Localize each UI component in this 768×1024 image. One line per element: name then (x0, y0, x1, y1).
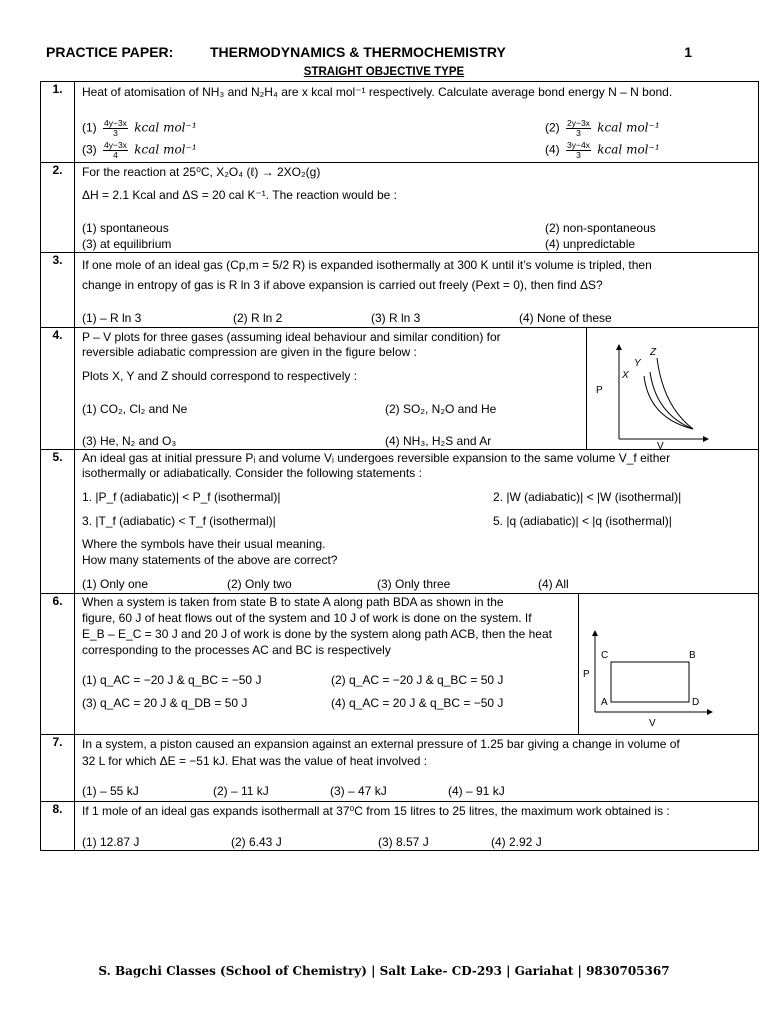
y-axis-label: P (583, 669, 590, 680)
option: (4) All (538, 577, 569, 591)
corner-label: A (601, 697, 608, 708)
option: (3) – 47 kJ (330, 784, 387, 798)
question-row (41, 163, 759, 253)
corner-label: C (601, 650, 609, 661)
option: (1) CO₂, Cl₂ and Ne (82, 402, 188, 416)
question-number: 3. (41, 253, 75, 328)
question-text: 32 L for which ΔE = −51 kJ. Ehat was the value of heat involved : (82, 754, 428, 768)
question-body (75, 735, 759, 802)
curve-label: Y (634, 358, 641, 369)
option: (2) non-spontaneous (545, 221, 656, 235)
option: (2) SO₂, N₂O and He (385, 402, 497, 416)
question-number: 1. (41, 82, 75, 163)
option: (1) q_AC = −20 J & q_BC = −50 J (82, 673, 262, 687)
question-row (41, 450, 759, 594)
question-body (75, 450, 759, 594)
pv-figure (578, 594, 761, 734)
option: (2) 6.43 J (231, 835, 282, 849)
question-number: 2. (41, 163, 75, 253)
question-text: For the reaction at 25⁰C, X₂O₄ (ℓ) → 2XO₂(g) (82, 165, 321, 179)
fraction: $\frac{4y-3x}{3}$ (104, 118, 127, 138)
option: (3) He, N₂ and O₃ (82, 434, 177, 448)
option: (2) R ln 2 (233, 311, 283, 325)
option: (3) 8.57 J (378, 835, 429, 849)
question-text: figure, 60 J of heat flows out of the system and 10 J of work is done on the system. If (82, 611, 532, 625)
statement: 2. |W (adiabatic)| < |W (isothermal)| (493, 490, 682, 504)
fraction: $\frac{4y-3x}{4}$ (104, 140, 127, 160)
question-body (75, 163, 759, 253)
question-text: In a system, a piston caused an expansion against an external pressure of 1.25 bar giving a change in volume of (82, 737, 680, 751)
option: (3) Only three (377, 577, 451, 591)
x-axis-label: V (649, 718, 656, 729)
question-text: Where the symbols have their usual meaning. (82, 537, 326, 551)
fraction: $\frac{3y-4x}{3}$ (567, 140, 590, 160)
corner-label: B (689, 650, 696, 661)
question-row (41, 253, 759, 328)
question-text: reversible adiabatic compression are given in the figure below : (82, 345, 417, 359)
adiabatic-plot (587, 328, 761, 449)
option: (2) q_AC = −20 J & q_BC = 50 J (331, 673, 504, 687)
question-number: 5. (41, 450, 75, 594)
question-text: When a system is taken from state B to state A along path BDA as shown in the (82, 595, 504, 609)
questions-table (40, 81, 759, 851)
question-text: How many statements of the above are correct? (82, 553, 338, 567)
question-row (41, 82, 759, 163)
section-heading (0, 66, 768, 78)
question-row (41, 594, 759, 735)
question-text: If 1 mole of an ideal gas expands isothermall at 37⁰C from 15 litres to 25 litres, the maximum work obtained is : (82, 804, 670, 818)
header-label: PRACTICE PAPER: (46, 44, 174, 60)
page-footer: S. Bagchi Classes (School of Chemistry) | Salt Lake- CD-293 | Gariahat | 9830705367 (98, 964, 670, 978)
option: (3) q_AC = 20 J & q_DB = 50 J (82, 696, 248, 710)
question-row (41, 735, 759, 802)
corner-label: D (692, 697, 700, 708)
option: (2) – 11 kJ (213, 784, 269, 798)
option: (3) R ln 3 (371, 311, 421, 325)
question-number: 7. (41, 735, 75, 802)
option: (3) $\frac{4y-3x}{4}$ kcal mol⁻¹ (82, 140, 197, 160)
question-text: If one mole of an ideal gas (Cp,m = 5/2 R) is expanded isothermally at 300 K until it’s volume is tripled, then (82, 258, 652, 272)
statement: 1. |P_f (adiabatic)| < P_f (isothermal)| (82, 490, 281, 504)
pv-figure (586, 328, 761, 449)
y-axis-label: P (596, 385, 603, 396)
option: (2) $\frac{2y-3x}{3}$ kcal mol⁻¹ (545, 118, 660, 138)
option: (1) Only one (82, 577, 149, 591)
question-body (75, 594, 759, 735)
option: (3) at equilibrium (82, 237, 172, 251)
fraction: $\frac{2y-3x}{3}$ (567, 118, 590, 138)
option: (4) 2.92 J (491, 835, 542, 849)
question-body (75, 253, 759, 328)
statement: 3. |T_f (adiabatic) < T_f (isothermal)| (82, 514, 276, 528)
option: (4) NH₃, H₂S and Ar (385, 434, 492, 448)
section-title: STRAIGHT OBJECTIVE TYPE (303, 66, 465, 78)
question-row (41, 328, 759, 450)
question-text: corresponding to the processes AC and BC is respectively (82, 643, 391, 657)
option: (1) $\frac{4y-3x}{3}$ kcal mol⁻¹ (82, 118, 197, 138)
question-body (75, 802, 759, 851)
question-number: 4. (41, 328, 75, 450)
question-text: An ideal gas at initial pressure Pᵢ and volume Vᵢ undergoes reversible expansion to the same volume V_f either (82, 451, 671, 465)
question-body (75, 82, 759, 163)
option: (2) Only two (227, 577, 292, 591)
cycle-diagram (579, 594, 761, 734)
curve-label: Z (650, 347, 657, 358)
curve-label: X (622, 370, 629, 381)
question-text: Plots X, Y and Z should correspond to respectively : (82, 369, 358, 383)
option: (1) spontaneous (82, 221, 169, 235)
option: (4) None of these (519, 311, 612, 325)
question-body (75, 328, 759, 450)
option: (4) $\frac{3y-4x}{3}$ kcal mol⁻¹ (545, 140, 660, 160)
question-number: 8. (41, 802, 75, 851)
page-number: 1 (684, 44, 692, 60)
page-title: THERMODYNAMICS & THERMOCHEMISTRY (210, 44, 506, 60)
option: (4) – 91 kJ (448, 784, 505, 798)
option: (4) q_AC = 20 J & q_BC = −50 J (331, 696, 504, 710)
question-number: 6. (41, 594, 75, 735)
page-header (46, 44, 692, 64)
question-text: ΔH = 2.1 Kcal and ΔS = 20 cal K⁻¹. The reaction would be : (82, 188, 397, 202)
question-text: isothermally or adiabatically. Consider the following statements : (82, 466, 422, 480)
option: (1) 12.87 J (82, 835, 140, 849)
question-text: E_B – E_C = 30 J and 20 J of work is done by the system along path ACB, then the heat (82, 627, 552, 641)
option: (4) unpredictable (545, 237, 636, 251)
x-axis-label: V (657, 441, 664, 449)
question-text: change in entropy of gas is R ln 3 if above expansion is carried out freely (Pext = 0), then find ΔS? (82, 278, 603, 292)
question-text: Heat of atomisation of NH₃ and N₂H₄ are x kcal mol⁻¹ respectively. Calculate average bond energy N – N bond. (82, 85, 673, 99)
option: (1) – 55 kJ (82, 784, 139, 798)
question-text: P – V plots for three gases (assuming ideal behaviour and similar condition) for (82, 330, 501, 344)
question-row (41, 802, 759, 851)
option: (1) – R ln 3 (82, 311, 142, 325)
statement: 5. |q (adiabatic)| < |q (isothermal)| (493, 514, 672, 528)
